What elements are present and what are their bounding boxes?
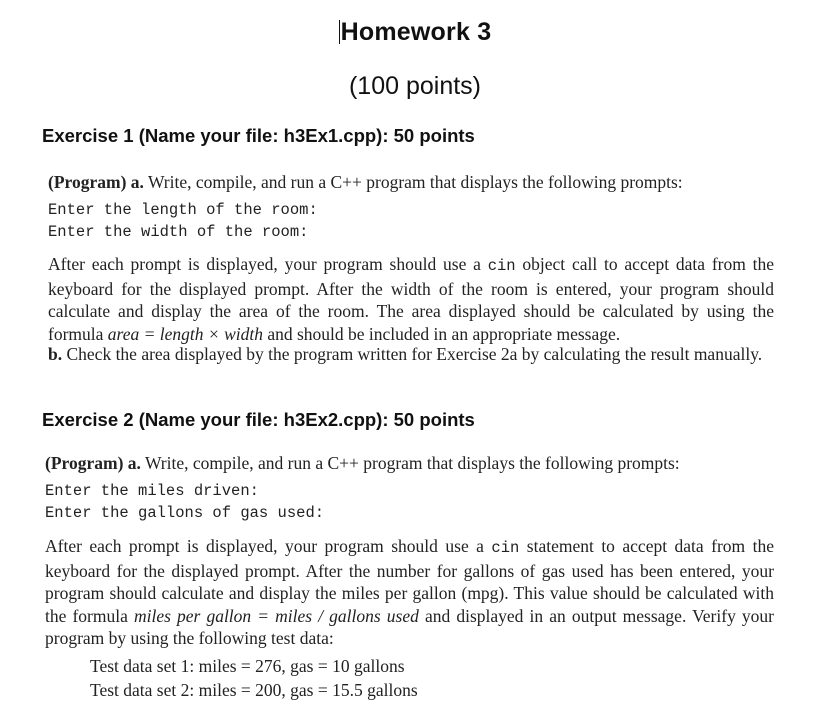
part-a-text: Write, compile, and run a C++ program that displays the following prompts: xyxy=(147,172,683,192)
exercise-2-description xyxy=(45,535,774,650)
part-a-label: a. xyxy=(130,172,144,192)
program-label: (Program) xyxy=(48,172,127,192)
description-text: object call to accept data from the keyboard for the displayed prompt. After the width of the room is entered, your program should calculate and display the area of the room. The area displayed should be calculated by using the formula xyxy=(48,254,775,344)
page-title xyxy=(0,18,830,47)
description-text: After each prompt is displayed, your program should use a xyxy=(48,254,481,274)
program-label: (Program) xyxy=(45,453,124,473)
page-title-text: Homework 3 xyxy=(340,18,492,46)
part-a-label: a. xyxy=(127,453,141,473)
cin-code: cin xyxy=(491,539,520,557)
description-text: and should be included in an appropriate message. xyxy=(267,323,621,344)
exercise-2-heading: Exercise 2 (Name your file: h3Ex2.cpp): 50 points xyxy=(42,409,475,430)
part-b-label: b. xyxy=(48,344,63,364)
exercise-1-part-b xyxy=(48,343,774,366)
mpg-formula: miles per gallon = miles / gallons used xyxy=(133,605,419,626)
exercise-1-heading: Exercise 1 (Name your file: h3Ex1.cpp): 50 points xyxy=(42,125,475,146)
exercise-1-part-a-intro xyxy=(48,172,683,193)
page-subtitle: (100 points) xyxy=(348,72,482,100)
description-text: and displayed in an output message. Verify your program by using the following test data: xyxy=(45,605,775,648)
part-b-text: Check the area displayed by the program written for Exercise 2a by calculating the result manually. xyxy=(66,344,763,364)
exercise-1-prompt-1: Enter the length of the room: xyxy=(48,201,318,219)
exercise-2-prompt-1: Enter the miles driven: xyxy=(45,482,259,500)
exercise-2-part-a-intro xyxy=(45,453,680,474)
test-data-set-1: Test data set 1: miles = 276, gas = 10 gallons xyxy=(90,656,405,676)
description-text: After each prompt is displayed, your program should use a xyxy=(45,536,484,556)
test-data-set-2: Test data set 2: miles = 200, gas = 15.5 gallons xyxy=(90,680,418,700)
description-text: statement to accept data from the keyboard for the displayed prompt. After the number for gallons of gas used has been entered, your program should calculate and display the miles per gallon (mpg). This value should be calculated with the formula xyxy=(45,536,775,626)
cin-code: cin xyxy=(487,257,516,275)
exercise-1-prompt-2: Enter the width of the room: xyxy=(48,223,309,241)
exercise-1-description xyxy=(48,253,774,345)
area-formula: area = length × width xyxy=(107,323,263,344)
exercise-2-prompt-2: Enter the gallons of gas used: xyxy=(45,504,325,522)
text-cursor xyxy=(339,20,340,44)
part-a-text: Write, compile, and run a C++ program that displays the following prompts: xyxy=(144,453,680,473)
